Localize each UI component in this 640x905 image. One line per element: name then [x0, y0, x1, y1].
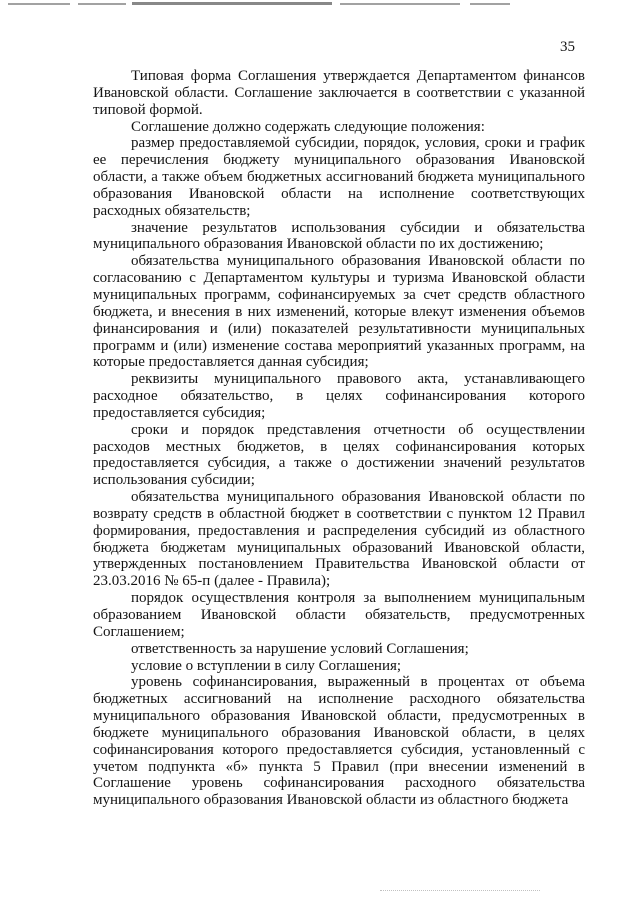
list-item: размер предоставляемой субсидии, порядок, условия, сроки и график ее перечисления бюджету муниципального образования Ивановской области, а также объем бюджетных ассигнований бюджета муниципального образования Ивановской области на исполнение соответствующих расходных обязательств;	[93, 135, 585, 219]
list-item: уровень софинансирования, выраженный в процентах от объема бюджетных ассигнований на исполнение расходного обязательства муниципального образования Ивановской области, предусмотренных в бюджете муниципального образования Ивановской области, в целях софинансирования которого предоставляется субсидия, установленный с учетом подпункта «б» пункта 5 Правил (при внесении изменений в Соглашение уровень софинансирования расходного обязательства муниципального образования Ивановской области из областного бюджета	[93, 674, 585, 809]
paragraph: Типовая форма Соглашения утверждается Департаментом финансов Ивановской области. Соглашение заключается в соответствии с указанной типовой формой.	[93, 68, 585, 118]
list-item: ответственность за нарушение условий Соглашения;	[131, 640, 469, 657]
list-item: значение результатов использования субсидии и обязательства муниципального образования Ивановской области по их достижению;	[93, 219, 585, 253]
list-item: порядок осуществления контроля за выполнением муниципальным образованием Ивановской области обязательств, предусмотренных Соглашением;	[93, 590, 585, 640]
list-item: сроки и порядок представления отчетности об осуществлении расходов местных бюджетов, в целях софинансирования которых предоставляется субсидия, а также о достижении значений результатов использования субсидии;	[93, 421, 585, 489]
scan-artifact-top	[0, 0, 640, 12]
list-item: реквизиты муниципального правового акта, устанавливающего расходное обязательство, в целях софинансирования которого предоставляется субсидия;	[93, 371, 585, 421]
document-body	[93, 68, 585, 809]
scan-artifact-bottom	[380, 890, 540, 897]
list-item: обязательства муниципального образования Ивановской области по согласованию с Департаментом культуры и туризма Ивановской области муниципальных программ, софинансируемых за счет средств областного бюджета, и внесения в них изменений, которые влекут изменения объемов финансирования и (или) показателей результативности муниципальных программ и (или) изменение состава мероприятий указанных программ, на которые предоставляется данная субсидия;	[93, 253, 585, 371]
paragraph: Соглашение должно содержать следующие положения:	[131, 118, 485, 135]
page-number: 35	[560, 39, 575, 55]
list-item: условие о вступлении в силу Соглашения;	[131, 657, 402, 674]
list-item: обязательства муниципального образования Ивановской области по возврату средств в областной бюджет в соответствии с пунктом 12 Правил формирования, предоставления и распределения субсидий из областного бюджета бюджетам муниципальных образований Ивановской области, утвержденных постановлением Правительства Ивановской области от 23.03.2016 № 65-п (далее - Правила);	[93, 489, 585, 590]
